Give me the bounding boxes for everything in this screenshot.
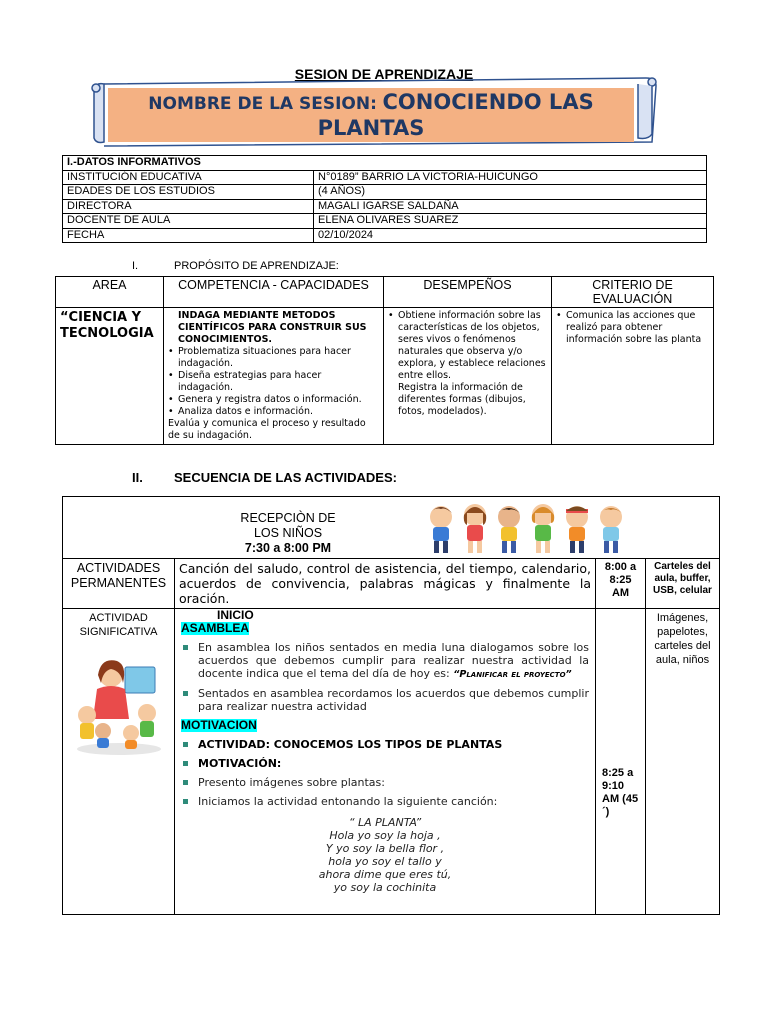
song-line: Hola yo soy la hoja ,: [329, 829, 441, 842]
list-item: En asamblea los niños sentados en media luna dialogamos sobre los acuerdos que debemos cumplir para realizar nuestra actividad la docente indica que el tema del día de hoy es: “Planificar el proyecto”: [181, 641, 589, 681]
list-item: • Obtiene información sobre las características de los objetos, seres vivos o fenómenos naturales que observa y/o explora, y establece relaciones entre ellos.: [388, 310, 547, 382]
row-label: DIRECTORA: [63, 199, 314, 214]
inicio-heading: INICIO: [217, 608, 254, 622]
row-label: DOCENTE DE AULA: [63, 214, 314, 229]
significativa-label: ACTIVIDAD SIGNIFICATIVA: [79, 612, 158, 638]
competencia-cell: [164, 308, 384, 445]
criterio-cell: [552, 308, 714, 445]
permanentes-label: ACTIVIDADES PERMANENTES: [63, 559, 175, 609]
row-value: MAGALI IGARSE SALDAÑA: [314, 199, 707, 214]
session-banner: [86, 76, 662, 150]
motivacion-heading: MOTIVACION: [181, 718, 257, 732]
secuencia-title: SECUENCIA DE LAS ACTIVIDADES:: [174, 470, 397, 485]
row-value: 02/10/2024: [314, 228, 707, 243]
recepcion-line-1: RECEPCIÒN DE: [240, 511, 336, 525]
children-illustration-icon: [423, 501, 633, 555]
table-row: [63, 185, 707, 200]
table-row: [63, 214, 707, 229]
significativa-resources: Imágenes, papelotes, carteles del aula, niños: [646, 609, 720, 915]
list-item: • Comunica las acciones que realizó para obtener información sobre las planta: [556, 310, 709, 346]
competencia-title: INDAGA MEDIANTE METODOS CIENTÍFICOS PARA CONSTRUIR SUS CONOCIMIENTOS.: [178, 310, 367, 345]
song-line: Y yo soy la bella flor ,: [325, 842, 445, 855]
list-item: MOTIVACIÓN:: [181, 757, 589, 770]
proposito-title: PROPÓSITO DE APRENDIZAJE:: [174, 260, 339, 272]
col-header-area: AREA: [56, 277, 164, 308]
table-row: [63, 228, 707, 243]
motivacion-list: [181, 738, 589, 808]
recepcion-text: [223, 511, 353, 556]
proposito-heading: [132, 260, 339, 272]
list-item: • Problematiza situaciones para hacer indagación.: [168, 346, 379, 370]
song-line: ahora dime que eres tú,: [318, 868, 452, 881]
datos-informativos-table: [62, 155, 707, 243]
list-item: ACTIVIDAD: CONOCEMOS LOS TIPOS DE PLANTAS: [181, 738, 589, 751]
table-row: [63, 609, 720, 915]
capacidad-final: Evalúa y comunica el proceso y resultado de su indagación.: [168, 418, 366, 441]
session-name: CONOCIENDO LAS PLANTAS: [317, 89, 594, 140]
song-lyrics: [181, 816, 589, 894]
row-label: INSTITUCIÓN EDUCATIVA: [63, 170, 314, 185]
significativa-cell: [63, 609, 175, 915]
list-item: • Analiza datos e información.: [168, 406, 379, 418]
tema-text: “Planificar el proyecto”: [453, 669, 572, 680]
list-item: Sentados en asamblea recordamos los acuerdos que debemos cumplir para realizar nuestra actividad: [181, 687, 589, 713]
table-row: [63, 199, 707, 214]
secuencia-table: [62, 496, 720, 915]
col-header-desempenos: DESEMPEÑOS: [384, 277, 552, 308]
significativa-time: 8:25 a 9:10 AM (45´): [596, 609, 646, 915]
recepcion-line-2: LOS NIÑOS: [253, 526, 323, 540]
permanentes-resources: Carteles del aula, buffer, USB, celular: [646, 559, 720, 609]
asamblea-heading: ASAMBLEA: [181, 621, 249, 635]
secuencia-numeral: II.: [132, 470, 143, 485]
proposito-table: [55, 276, 714, 445]
desempenos-cell: [384, 308, 552, 445]
list-item: • Diseña estrategias para hacer indagación.: [168, 370, 379, 394]
significativa-desc: [175, 609, 596, 915]
row-label: FECHA: [63, 228, 314, 243]
song-line: hola yo soy el tallo y: [328, 855, 442, 868]
page-title: SESION DE APRENDIZAJE: [294, 66, 474, 82]
list-item: • Genera y registra datos o información.: [168, 394, 379, 406]
desempeno-registro: Registra la información de diferentes formas (dibujos, fotos, modelados).: [398, 382, 526, 417]
session-label: NOMBRE DE LA SESION:: [148, 93, 377, 114]
row-value: N°0189” BARRIO LA VICTORIA-HUICUNGO: [314, 170, 707, 185]
recepcion-time: 7:30 a 8:00 PM: [244, 541, 332, 555]
recepcion-cell: [63, 497, 720, 559]
row-value: ELENA OLIVARES SUAREZ: [314, 214, 707, 229]
datos-heading: I.-DATOS INFORMATIVOS: [63, 156, 707, 171]
list-item: Iniciamos la actividad entonando la siguiente canción:: [181, 795, 589, 808]
list-item: Presento imágenes sobre plantas:: [181, 776, 589, 789]
row-value: (4 AÑOS): [314, 185, 707, 200]
table-row: [63, 170, 707, 185]
teacher-with-children-icon: [71, 653, 167, 757]
col-header-criterio: CRITERIO DE EVALUACIÓN: [552, 277, 714, 308]
asamblea-list: [181, 641, 589, 713]
row-label: EDADES DE LOS ESTUDIOS: [63, 185, 314, 200]
permanentes-desc: Canción del saludo, control de asistencia, del tiempo, calendario, acuerdos de convivencia, palabras mágicas y finalmente la oración.: [175, 559, 596, 609]
proposito-numeral: I.: [132, 260, 139, 272]
table-row: [63, 559, 720, 609]
song-line: “ LA PLANTA”: [348, 816, 422, 829]
session-name-box: [108, 88, 634, 142]
song-line: yo soy la cochinita: [333, 881, 437, 894]
col-header-competencia: COMPETENCIA - CAPACIDADES: [164, 277, 384, 308]
capacidades-list: [168, 346, 379, 418]
secuencia-heading: [132, 470, 397, 485]
permanentes-time: 8:00 a 8:25 AM: [596, 559, 646, 609]
area-cell: “CIENCIA Y TECNOLOGIA: [56, 308, 164, 445]
